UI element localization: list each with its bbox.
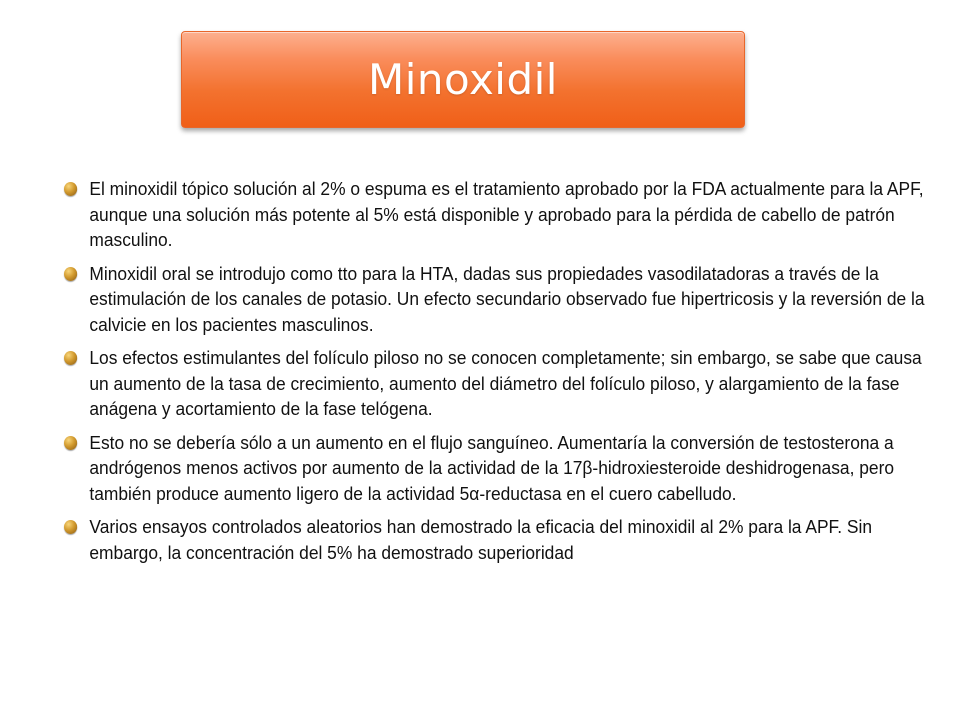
bullet-sphere-icon	[64, 267, 77, 281]
bullet-item	[64, 345, 930, 422]
bullet-sphere-icon	[64, 182, 77, 196]
bullet-text: Minoxidil oral se introdujo como tto para la HTA, dadas sus propiedades vasodilatadoras a través de la estimulación de los canales de potasio. Un efecto secundario observado fue hipertricosis y la reversión de la calvicie en los pacientes masculinos.	[89, 262, 925, 335]
bullet-list	[64, 176, 925, 573]
bullet-item	[64, 430, 930, 507]
bullet-item	[64, 514, 930, 565]
bullet-text: Los efectos estimulantes del folículo piloso no se conocen completamente; sin embargo, se sabe que causa un aumento de la tasa de crecimiento, aumento del diámetro del folículo piloso, y alargamiento de la fase anágena y acortamiento de la fase telógena.	[89, 347, 922, 419]
bullet-item	[64, 176, 930, 253]
bullet-text: Varios ensayos controlados aleatorios han demostrado la eficacia del minoxidil al 2% para la APF. Sin embargo, la concentración del 5% ha demostrado superioridad	[89, 516, 873, 563]
bullet-sphere-icon	[64, 351, 77, 365]
slide-title: Minoxidil	[368, 55, 558, 104]
bullet-text: Esto no se debería sólo a un aumento en el flujo sanguíneo. Aumentaría la conversión de testosterona a andrógenos menos activos por aumento de la actividad de la 17β-hidroxiesteroide deshidrogenasa, pero también produce aumento ligero de la actividad 5α-reductasa en el cuero cabelludo.	[89, 431, 895, 504]
bullet-text: El minoxidil tópico solución al 2% o espuma es el tratamiento aprobado por la FDA actualmente para la APF, aunque una solución más potente al 5% está disponible y aprobado para la pérdida de cabello de patrón masculino.	[89, 178, 924, 250]
bullet-item	[64, 261, 930, 338]
bullet-sphere-icon	[64, 520, 77, 534]
bullet-sphere-icon	[64, 436, 77, 450]
title-box	[181, 31, 745, 128]
